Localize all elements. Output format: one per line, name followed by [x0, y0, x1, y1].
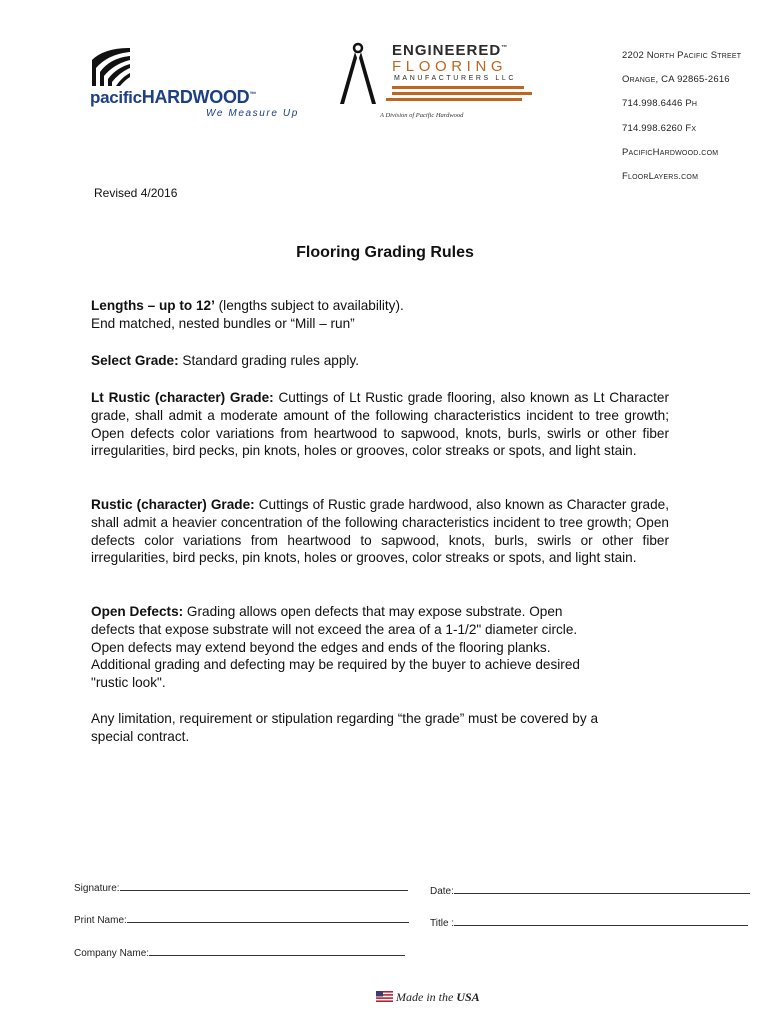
drafting-compass-icon	[336, 42, 382, 108]
open-defects-line: Open defects may extend beyond the edges and ends of the flooring planks.	[91, 639, 551, 655]
limitation-line: special contract.	[91, 728, 190, 744]
title-label: Title :	[430, 918, 455, 929]
revision-date: Revised 4/2016	[94, 186, 178, 200]
select-grade-text: Standard grading rules apply.	[178, 353, 360, 368]
contact-website[interactable]: FloorLayers.com	[622, 171, 699, 183]
page-title: Flooring Grading Rules	[296, 244, 474, 261]
lengths-heading: Lengths – up to 12’	[91, 298, 215, 313]
ef-logo-line1: ENGINEERED™	[392, 42, 509, 59]
lt-rustic-heading: Lt Rustic (character) Grade:	[91, 390, 274, 405]
company-name-line[interactable]	[149, 947, 405, 956]
print-name-field[interactable]	[74, 914, 409, 926]
limitation-line: Any limitation, requirement or stipulation regarding “the grade” must be covered by a	[91, 711, 599, 726]
date-line[interactable]	[454, 885, 750, 894]
usa-text: USA	[456, 990, 480, 1004]
ef-logo-stripe	[392, 86, 524, 89]
ef-logo-division: A Division of Pacific Hardwood	[380, 112, 464, 119]
pacific-hardwood-logo	[88, 44, 328, 126]
contact-website[interactable]: PacificHardwood.com	[622, 146, 719, 158]
date-field[interactable]	[430, 885, 750, 897]
date-label: Date:	[430, 886, 454, 897]
open-defects-heading: Open Defects:	[91, 604, 184, 619]
lengths-text: (lengths subject to availability).	[214, 298, 404, 313]
open-defects-line: defects that expose substrate will not exceed the area of a 1-1/2" diameter circle.	[91, 621, 578, 637]
ef-logo-stripe	[392, 92, 532, 95]
lt-rustic-text: Cuttings of Lt Rustic grade flooring, also known as Lt Character grade, shall admit a moderate amount of the following characteristics incident to tree growth; Open defects color variations from heartwood to sapwood, knots, burls, swirls or other fiber irregularities, bird pecks, pin knots, holes or grooves, color streaks or spots, and light stain.	[91, 390, 669, 459]
rustic-paragraph	[91, 496, 669, 567]
signature-label: Signature:	[74, 883, 120, 894]
made-in-usa	[376, 990, 480, 1005]
ef-logo-line3: MANUFACTURERS LLC	[394, 75, 516, 82]
pacific-hardwood-leaf-icon	[90, 46, 132, 88]
lengths-paragraph	[91, 297, 669, 333]
open-defects-line: Additional grading and defecting may be required by the buyer to achieve desired	[91, 657, 580, 673]
ef-logo-stripe	[386, 98, 522, 101]
select-grade-paragraph	[91, 352, 669, 370]
title-line[interactable]	[454, 917, 748, 926]
contact-city: Orange, CA 92865-2616	[622, 74, 730, 86]
contact-address: 2202 North Pacific Street	[622, 50, 742, 61]
signature-field[interactable]	[74, 882, 408, 894]
lt-rustic-paragraph	[91, 389, 669, 460]
signature-line[interactable]	[120, 882, 408, 891]
rustic-text: Cuttings of Rustic grade hardwood, also known as Character grade, shall admit a heavier concentration of the following characteristics incident to tree growth; Open defects color variations from heartwood to sapwood, knots, burls, swirls or other fiber irregularities, bird pecks, pin knots, holes or grooves, color streaks or spots, and light stain.	[91, 497, 669, 566]
contact-fax: 714.998.6260 Fx	[622, 122, 697, 134]
rustic-heading: Rustic (character) Grade:	[91, 497, 255, 512]
lengths-text-line2: End matched, nested bundles or “Mill – run”	[91, 315, 355, 331]
open-defects-line: "rustic look".	[91, 675, 166, 691]
pacific-hardwood-tagline: We Measure Up	[206, 108, 299, 119]
contact-block	[622, 44, 741, 189]
open-defects-paragraph	[91, 603, 669, 692]
print-name-label: Print Name:	[74, 915, 127, 926]
title-field[interactable]	[430, 917, 748, 929]
pacific-hardwood-wordmark: pacificHARDWOOD™	[90, 87, 257, 107]
engineered-flooring-logo	[336, 42, 536, 124]
limitation-paragraph	[91, 710, 669, 746]
made-in-text: Made in the	[396, 990, 457, 1004]
open-defects-line: Grading allows open defects that may expose substrate. Open	[183, 604, 563, 619]
company-name-field[interactable]	[74, 947, 405, 959]
ef-logo-line2: FLOORING	[392, 58, 508, 75]
contact-phone: 714.998.6446 Ph	[622, 98, 698, 110]
company-name-label: Company Name:	[74, 948, 150, 959]
us-flag-icon	[376, 991, 393, 1002]
print-name-line[interactable]	[127, 914, 409, 923]
select-grade-heading: Select Grade:	[91, 353, 179, 368]
